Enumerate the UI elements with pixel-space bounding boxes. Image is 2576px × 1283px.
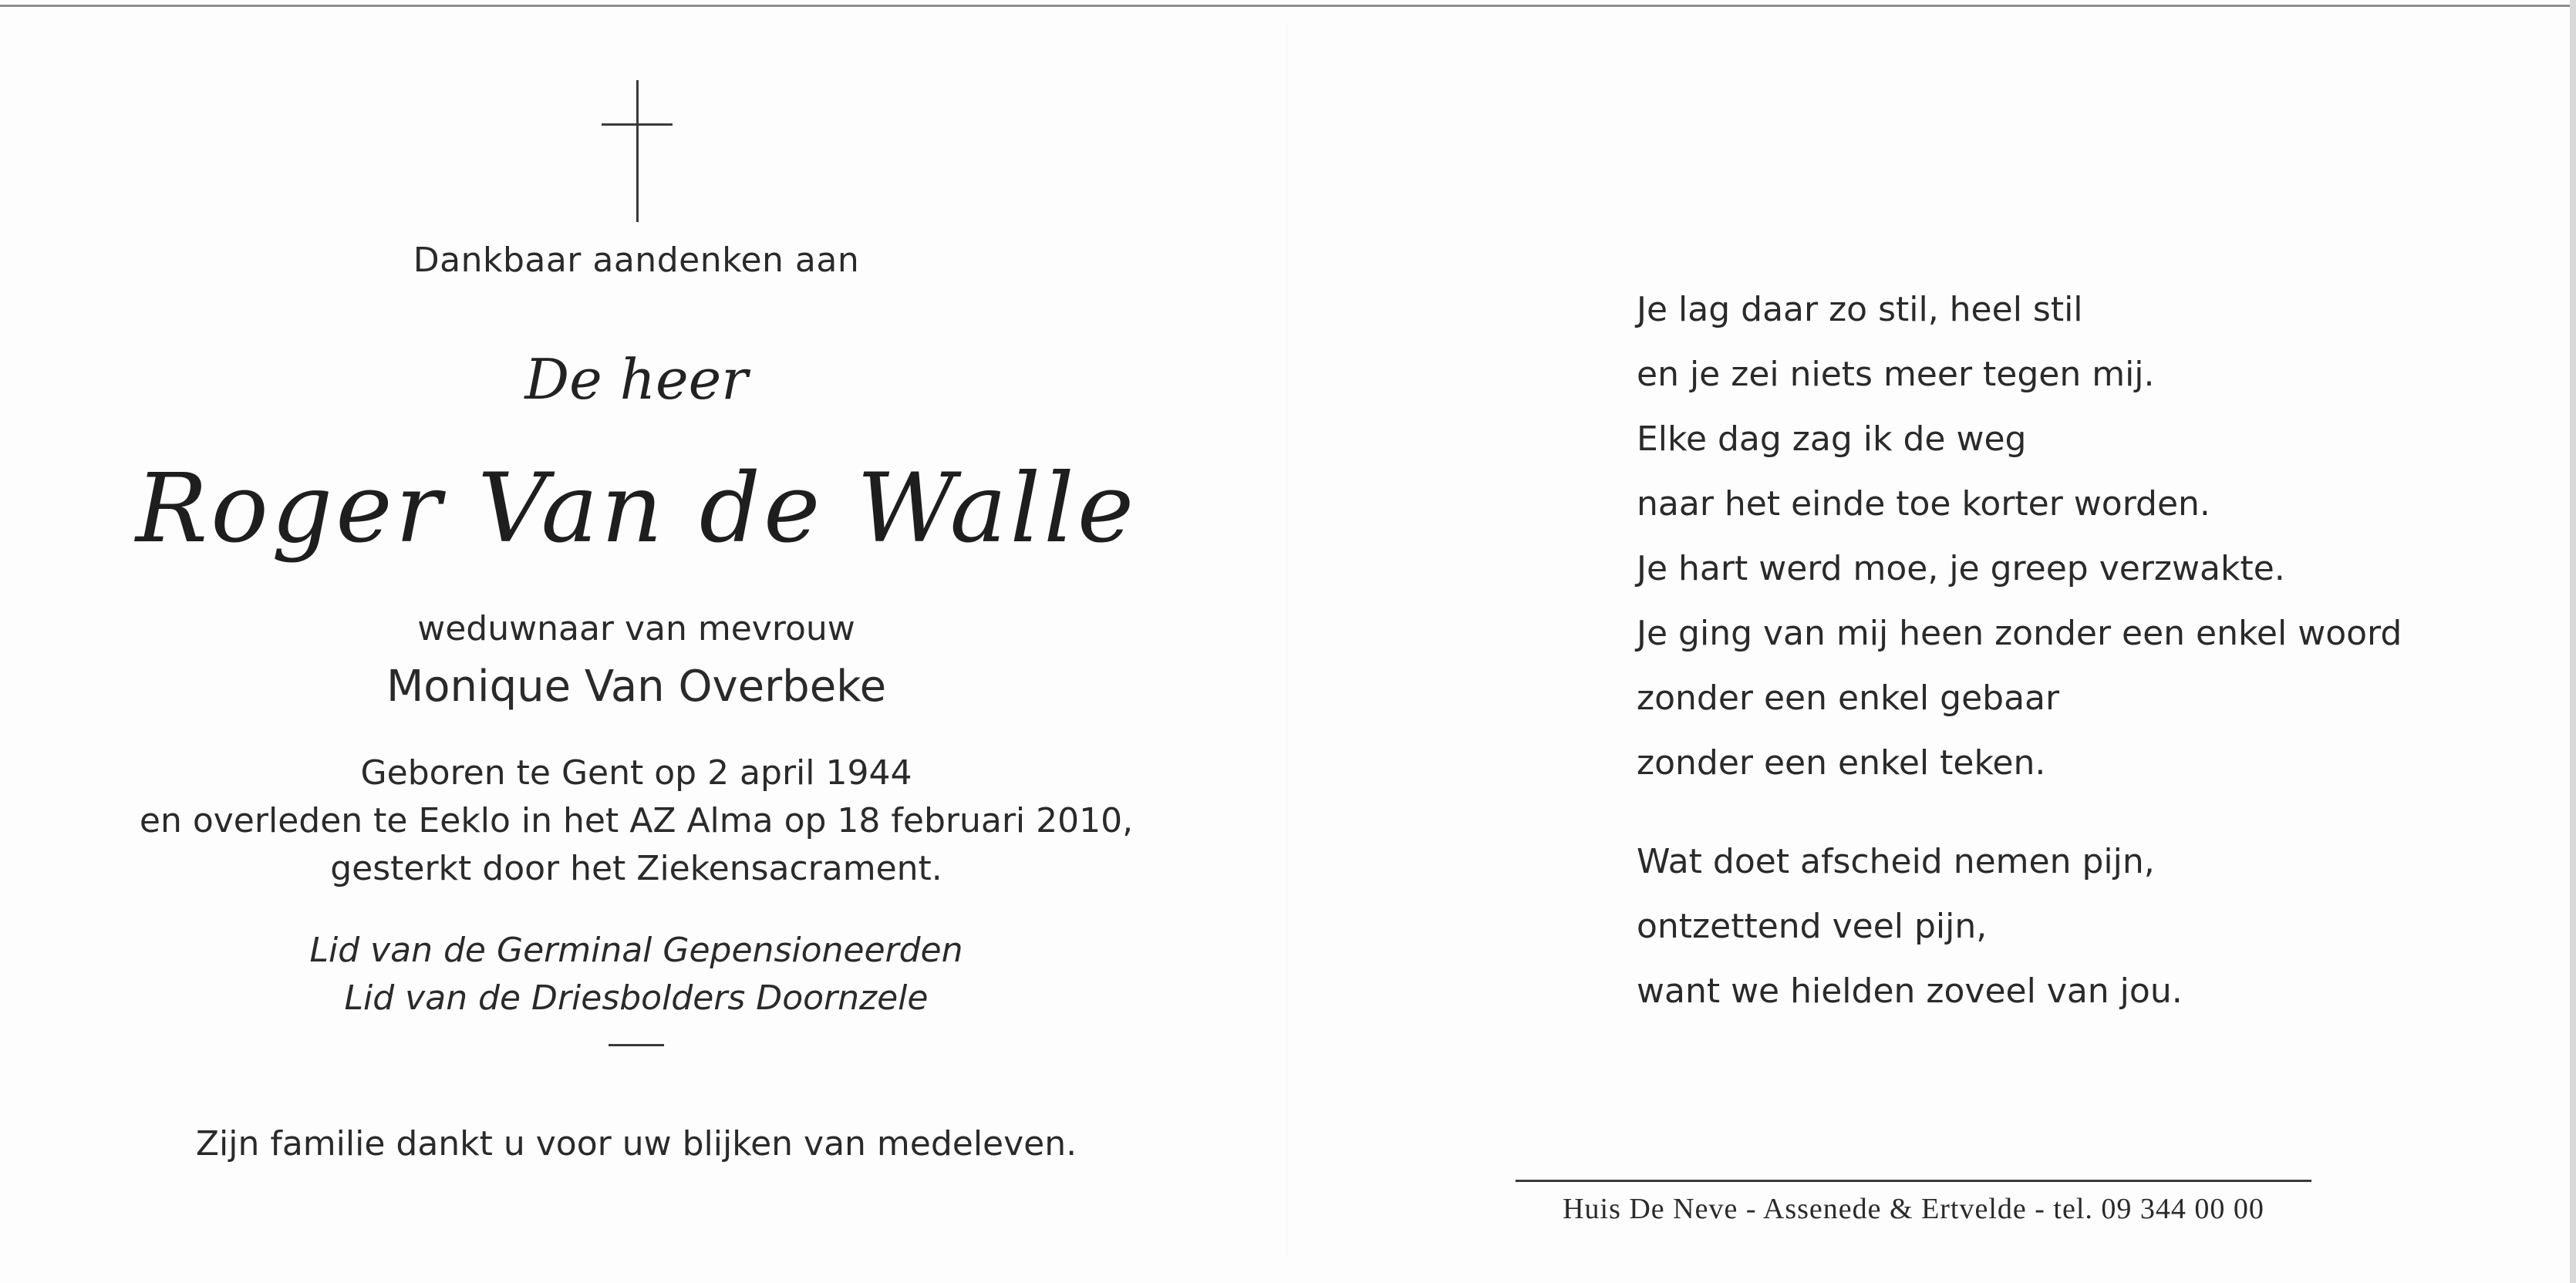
deceased-name: Roger Van de Walle [135, 453, 1138, 564]
undertaker-line: Huis De Neve - Assenede & Ertvelde - tel. 09 344 00 00 [1563, 1193, 2264, 1225]
poem-stanza-2 [1637, 830, 2402, 1024]
cross-vertical-bar [636, 80, 639, 222]
poem-line: Elke dag zag ik de weg [1637, 419, 2027, 459]
membership-line: Lid van de Driesbolders Doornzele [344, 978, 929, 1018]
right-edge-shadow [2570, 0, 2576, 1283]
spouse-name: Monique Van Overbeke [386, 662, 887, 712]
poem-line: zonder een enkel gebaar [1637, 679, 2060, 718]
poem-line: want we hielden zoveel van jou. [1637, 972, 2183, 1011]
poem-line: Wat doet afscheid nemen pijn, [1637, 842, 2155, 881]
poem-line: en je zei niets meer tegen mij. [1637, 355, 2155, 394]
bio-line-death: en overleden te Eeklo in het AZ Alma op 18 februari 2010, [139, 801, 1134, 840]
poem-line: Je hart werd moe, je greep verzwakte. [1637, 549, 2285, 588]
widow-of-text: weduwnaar van mevrouw [417, 609, 855, 648]
memberships-block [0, 927, 1273, 1022]
poem-stanza-1 [1637, 278, 2402, 796]
fold-line [1286, 23, 1287, 1257]
membership-line: Lid van de Germinal Gepensioneerden [309, 931, 963, 970]
bio-block [0, 749, 1273, 893]
bio-line-sacrament: gesterkt door het Ziekensacrament. [330, 849, 942, 888]
cross-icon [602, 80, 673, 222]
divider-dash [609, 1044, 664, 1046]
poem-line: naar het einde toe korter worden. [1637, 484, 2210, 524]
poem-line: Je lag daar zo stil, heel stil [1637, 290, 2083, 329]
thanks-text: Zijn familie dankt u voor uw blijken van medeleven. [195, 1124, 1077, 1163]
bio-line-birth: Geboren te Gent op 2 april 1944 [360, 753, 912, 793]
poem-line: ontzettend veel pijn, [1637, 907, 1988, 946]
poem-line: zonder een enkel teken. [1637, 743, 2046, 783]
left-panel [0, 0, 1273, 1283]
intro-text: Dankbaar aandenken aan [413, 241, 860, 280]
footer-rule [1516, 1180, 2311, 1182]
salutation: De heer [524, 347, 748, 412]
cross-horizontal-bar [602, 123, 673, 126]
poem-line: Je ging van mij heen zonder een enkel woord [1637, 614, 2402, 653]
poem [1637, 278, 2402, 1024]
